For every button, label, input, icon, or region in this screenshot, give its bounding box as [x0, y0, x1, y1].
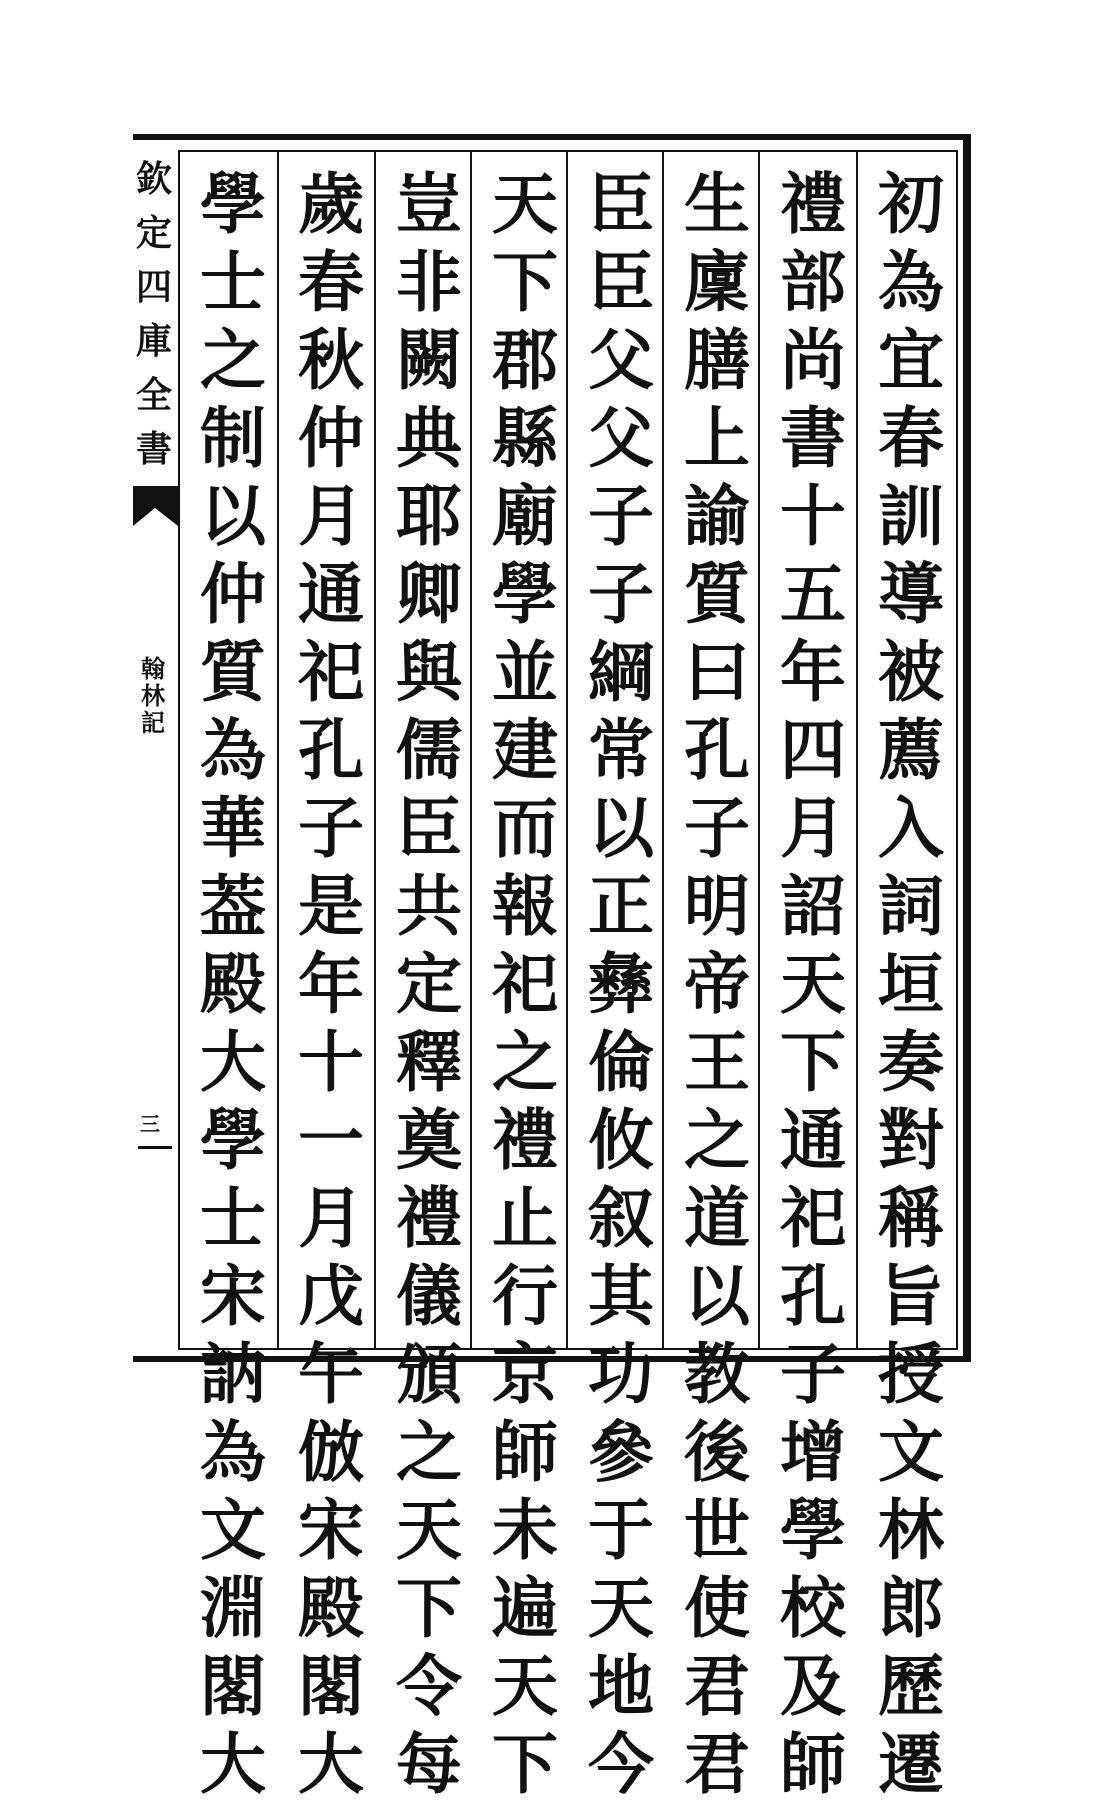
- text-character: 父: [588, 399, 654, 477]
- section-title-char: 林: [141, 681, 165, 710]
- text-character: 禮: [396, 1179, 462, 1257]
- text-character: 大: [298, 1725, 364, 1803]
- text-column-4: [578, 165, 664, 1803]
- text-character: 叙: [588, 1179, 654, 1257]
- text-character: 頒: [396, 1335, 462, 1413]
- text-character: 郡: [492, 321, 558, 399]
- text-character: 下: [492, 243, 558, 321]
- text-character: 仲: [200, 555, 266, 633]
- text-character: 歷: [878, 1647, 944, 1725]
- text-character: 春: [298, 243, 364, 321]
- text-character: 閣: [200, 1647, 266, 1725]
- text-character: 秋: [298, 321, 364, 399]
- text-character: 殿: [298, 1569, 364, 1647]
- book-title-char: 全: [136, 374, 173, 416]
- text-character: 子: [588, 477, 654, 555]
- text-column-3: [674, 165, 760, 1803]
- text-character: 孔: [298, 711, 364, 789]
- text-character: 對: [878, 1101, 944, 1179]
- book-title-char: 庫: [136, 320, 173, 362]
- text-character: 及: [780, 1647, 846, 1725]
- text-character: 月: [298, 1179, 364, 1257]
- text-character: 諭: [684, 477, 750, 555]
- text-character: 道: [684, 1179, 750, 1257]
- text-character: 闕: [396, 321, 462, 399]
- text-character: 旨: [878, 1257, 944, 1335]
- text-character: 林: [878, 1491, 944, 1569]
- text-character: 典: [396, 399, 462, 477]
- text-character: 訥: [200, 1335, 266, 1413]
- text-character: 父: [588, 321, 654, 399]
- book-title-char: 四: [136, 266, 173, 308]
- text-column-6: [386, 165, 472, 1803]
- text-character: 午: [298, 1335, 364, 1413]
- text-character: 奠: [396, 1101, 462, 1179]
- text-character: 學: [200, 1101, 266, 1179]
- book-title-char: 書: [136, 428, 173, 470]
- text-character: 宋: [200, 1257, 266, 1335]
- text-character: 彝: [588, 945, 654, 1023]
- section-title: [138, 655, 168, 736]
- text-character: 詔: [780, 867, 846, 945]
- text-character: 入: [878, 789, 944, 867]
- text-character: 下: [780, 1023, 846, 1101]
- text-character: 宋: [298, 1491, 364, 1569]
- text-character: 下: [492, 1725, 558, 1803]
- text-character: 與: [396, 633, 462, 711]
- text-character: 于: [588, 1491, 654, 1569]
- text-character: 質: [684, 555, 750, 633]
- text-character: 縣: [492, 399, 558, 477]
- text-character: 子: [588, 555, 654, 633]
- text-column-8: [190, 165, 276, 1803]
- text-character: 建: [492, 711, 558, 789]
- text-character: 尚: [780, 321, 846, 399]
- text-character: 每: [396, 1725, 462, 1803]
- text-character: 大: [200, 1725, 266, 1803]
- text-character: 年: [298, 945, 364, 1023]
- text-character: 行: [492, 1257, 558, 1335]
- text-character: 定: [396, 945, 462, 1023]
- text-character: 宜: [878, 321, 944, 399]
- text-character: 文: [200, 1491, 266, 1569]
- text-character: 歲: [298, 165, 364, 243]
- text-character: 年: [780, 633, 846, 711]
- text-character: 而: [492, 789, 558, 867]
- text-character: 閣: [298, 1647, 364, 1725]
- text-character: 書: [780, 399, 846, 477]
- book-title-char: 定: [136, 212, 173, 254]
- text-character: 大: [200, 1023, 266, 1101]
- text-character: 臣: [396, 789, 462, 867]
- text-character: 非: [396, 243, 462, 321]
- text-character: 之: [684, 1101, 750, 1179]
- text-character: 葢: [200, 867, 266, 945]
- text-character: 仲: [298, 399, 364, 477]
- text-character: 孔: [684, 711, 750, 789]
- fish-tail-ornament: [133, 486, 178, 526]
- text-character: 校: [780, 1569, 846, 1647]
- text-character: 未: [492, 1491, 558, 1569]
- text-character: 制: [200, 399, 266, 477]
- text-character: 帝: [684, 945, 750, 1023]
- text-column-7: [288, 165, 374, 1803]
- text-character: 廟: [492, 477, 558, 555]
- text-character: 春: [878, 399, 944, 477]
- text-character: 禮: [492, 1101, 558, 1179]
- text-character: 子: [298, 789, 364, 867]
- text-character: 四: [780, 711, 846, 789]
- text-character: 為: [200, 711, 266, 789]
- text-character: 王: [684, 1023, 750, 1101]
- text-character: 奏: [878, 1023, 944, 1101]
- page-number-rule: [138, 1146, 172, 1149]
- text-character: 其: [588, 1257, 654, 1335]
- book-title-char: 欽: [136, 158, 173, 200]
- text-character: 為: [878, 243, 944, 321]
- text-character: 明: [684, 867, 750, 945]
- text-character: 天: [492, 1647, 558, 1725]
- text-character: 常: [588, 711, 654, 789]
- text-character: 師: [492, 1413, 558, 1491]
- text-character: 君: [684, 1725, 750, 1803]
- column-rule: [277, 150, 279, 1350]
- text-character: 天: [780, 945, 846, 1023]
- column-rule: [856, 150, 858, 1350]
- text-character: 曰: [684, 633, 750, 711]
- text-character: 祀: [492, 945, 558, 1023]
- text-character: 為: [200, 1413, 266, 1491]
- text-character: 後: [684, 1413, 750, 1491]
- text-character: 教: [684, 1335, 750, 1413]
- text-character: 師: [780, 1725, 846, 1803]
- text-character: 令: [396, 1647, 462, 1725]
- text-character: 以: [588, 789, 654, 867]
- text-character: 以: [200, 477, 266, 555]
- text-character: 正: [588, 867, 654, 945]
- text-character: 文: [878, 1413, 944, 1491]
- text-character: 子: [780, 1335, 846, 1413]
- text-character: 禮: [780, 165, 846, 243]
- text-character: 並: [492, 633, 558, 711]
- text-character: 學: [780, 1491, 846, 1569]
- text-character: 上: [684, 399, 750, 477]
- text-character: 使: [684, 1569, 750, 1647]
- text-character: 垣: [878, 945, 944, 1023]
- text-character: 質: [200, 633, 266, 711]
- text-character: 戊: [298, 1257, 364, 1335]
- text-character: 初: [878, 165, 944, 243]
- text-character: 耶: [396, 477, 462, 555]
- text-character: 膳: [684, 321, 750, 399]
- text-character: 之: [492, 1023, 558, 1101]
- text-character: 地: [588, 1647, 654, 1725]
- text-character: 儀: [396, 1257, 462, 1335]
- section-title-char: 記: [141, 708, 165, 737]
- text-character: 學: [492, 555, 558, 633]
- text-character: 祀: [298, 633, 364, 711]
- text-character: 儒: [396, 711, 462, 789]
- text-character: 增: [780, 1413, 846, 1491]
- text-character: 天: [588, 1569, 654, 1647]
- text-character: 下: [396, 1569, 462, 1647]
- text-character: 五: [780, 555, 846, 633]
- text-character: 廩: [684, 243, 750, 321]
- text-character: 士: [200, 1179, 266, 1257]
- text-character: 郎: [878, 1569, 944, 1647]
- text-character: 通: [780, 1101, 846, 1179]
- text-character: 詞: [878, 867, 944, 945]
- text-character: 天: [492, 165, 558, 243]
- text-character: 攸: [588, 1101, 654, 1179]
- text-column-5: [482, 165, 568, 1803]
- text-character: 君: [684, 1647, 750, 1725]
- text-character: 釋: [396, 1023, 462, 1101]
- text-character: 學: [200, 165, 266, 243]
- text-character: 臣: [588, 243, 654, 321]
- text-character: 被: [878, 633, 944, 711]
- text-character: 之: [200, 321, 266, 399]
- text-character: 臣: [588, 165, 654, 243]
- text-character: 子: [684, 789, 750, 867]
- text-character: 共: [396, 867, 462, 945]
- text-character: 導: [878, 555, 944, 633]
- text-character: 殿: [200, 945, 266, 1023]
- text-character: 祀: [780, 1179, 846, 1257]
- text-character: 以: [684, 1257, 750, 1335]
- text-character: 功: [588, 1335, 654, 1413]
- text-character: 稱: [878, 1179, 944, 1257]
- text-character: 部: [780, 243, 846, 321]
- text-character: 十: [780, 477, 846, 555]
- text-character: 之: [396, 1413, 462, 1491]
- book-title: [136, 152, 172, 476]
- text-character: 世: [684, 1491, 750, 1569]
- text-character: 是: [298, 867, 364, 945]
- text-character: 生: [684, 165, 750, 243]
- text-character: 參: [588, 1413, 654, 1491]
- text-character: 華: [200, 789, 266, 867]
- text-character: 天: [396, 1491, 462, 1569]
- text-character: 薦: [878, 711, 944, 789]
- section-title-char: 翰: [141, 654, 165, 683]
- text-character: 綱: [588, 633, 654, 711]
- column-rule: [374, 150, 376, 1350]
- text-character: 淵: [200, 1569, 266, 1647]
- text-character: 倫: [588, 1023, 654, 1101]
- text-character: 遍: [492, 1569, 558, 1647]
- text-character: 止: [492, 1179, 558, 1257]
- text-character: 卿: [396, 555, 462, 633]
- text-character: 一: [298, 1101, 364, 1179]
- text-character: 京: [492, 1335, 558, 1413]
- text-character: 授: [878, 1335, 944, 1413]
- text-character: 遷: [878, 1725, 944, 1803]
- text-character: 士: [200, 243, 266, 321]
- text-character: 倣: [298, 1413, 364, 1491]
- text-character: 孔: [780, 1257, 846, 1335]
- text-character: 月: [780, 789, 846, 867]
- text-character: 報: [492, 867, 558, 945]
- text-character: 今: [588, 1725, 654, 1803]
- text-character: 訓: [878, 477, 944, 555]
- text-character: 豈: [396, 165, 462, 243]
- text-character: 月: [298, 477, 364, 555]
- text-column-2: [770, 165, 856, 1803]
- text-character: 十: [298, 1023, 364, 1101]
- page-number: 三: [140, 1112, 160, 1136]
- text-character: 通: [298, 555, 364, 633]
- text-column-1: [868, 165, 954, 1803]
